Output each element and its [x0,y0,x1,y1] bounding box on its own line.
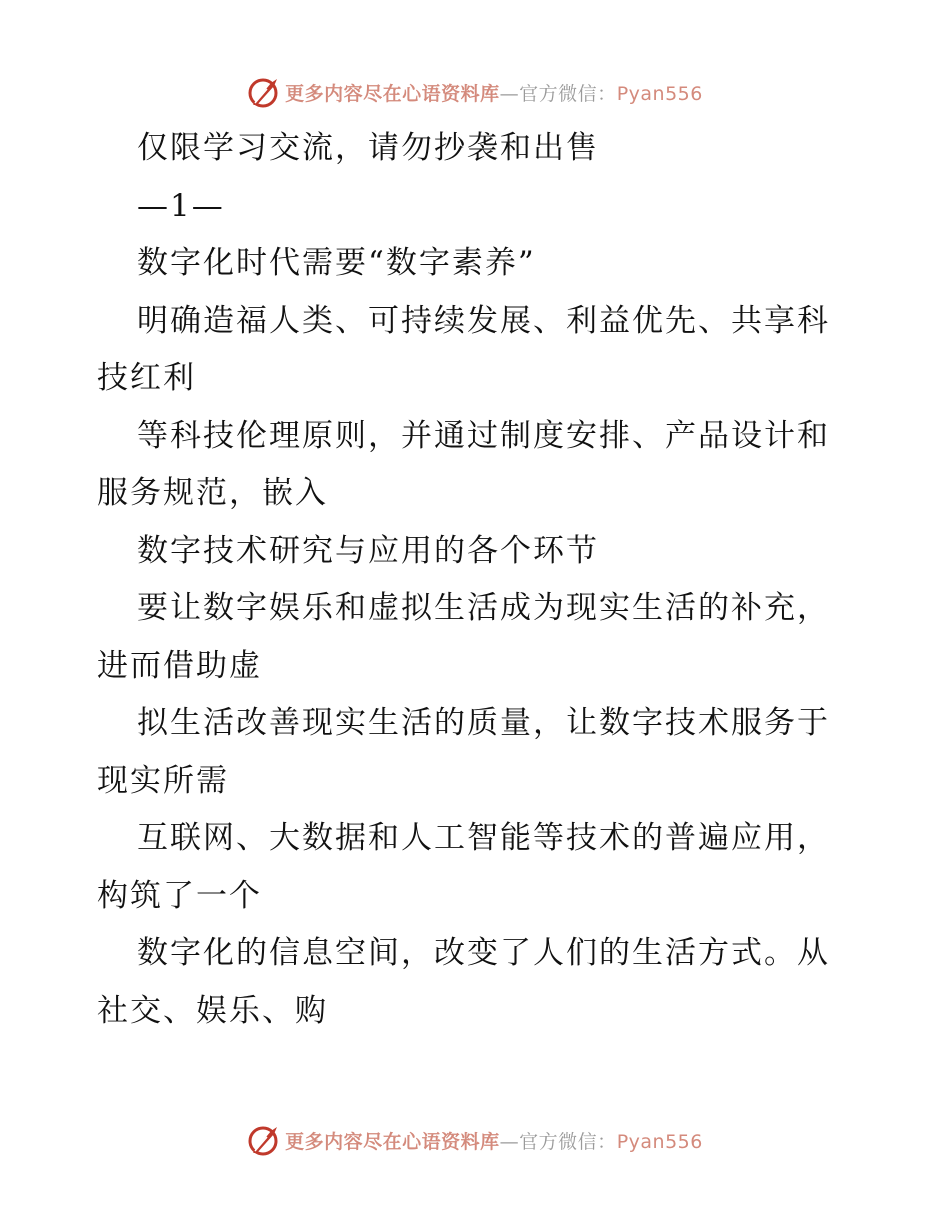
body-line: 技红利 [97,360,196,396]
body-line: 拟生活改善现实生活的质量，让数字技术服务于 [137,705,830,741]
body-line: 数字化时代需要“数字素养” [137,245,536,281]
body-line: 要让数字娱乐和虚拟生活成为现实生活的补充， [137,590,830,626]
body-line: 等科技伦理原则，并通过制度安排、产品设计和 [137,417,830,454]
header-watermark [0,70,950,114]
banner-dash: — [499,1130,520,1153]
quill-pen-logo-icon [247,1123,281,1157]
body-line: 明确造福人类、可持续发展、利益优先、共享科 [137,302,830,339]
body-line: 互联网、大数据和人工智能等技术的普遍应用， [137,820,830,856]
banner-wechat-id: Pyan556 [616,82,703,105]
banner-text [285,1127,703,1154]
banner-wechat-label: 官方微信： [519,82,617,105]
body-line: 构筑了一个 [97,877,262,914]
banner-dash: — [499,82,520,105]
quill-pen-logo-icon [247,75,281,109]
banner-text [285,79,703,106]
banner-brand: 更多内容尽在心语资料库 [285,1130,500,1153]
banner-wechat-id: Pyan556 [616,1130,703,1153]
banner-brand: 更多内容尽在心语资料库 [285,82,500,105]
body-line: 现实所需 [97,762,229,799]
banner-wechat-label: 官方微信： [519,1130,617,1153]
body-line: 进而借助虚 [97,647,262,684]
body-line: 仅限学习交流，请勿抄袭和出售 [137,130,599,166]
page-number: —1— [137,187,225,224]
footer-watermark [0,1118,950,1162]
body-line: 社交、娱乐、购 [97,992,328,1029]
body-line: 数字化的信息空间，改变了人们的生活方式。从 [137,935,830,971]
body-line: 服务规范，嵌入 [97,475,328,511]
document-body [97,120,857,1040]
body-line: 数字技术研究与应用的各个环节 [137,532,599,569]
